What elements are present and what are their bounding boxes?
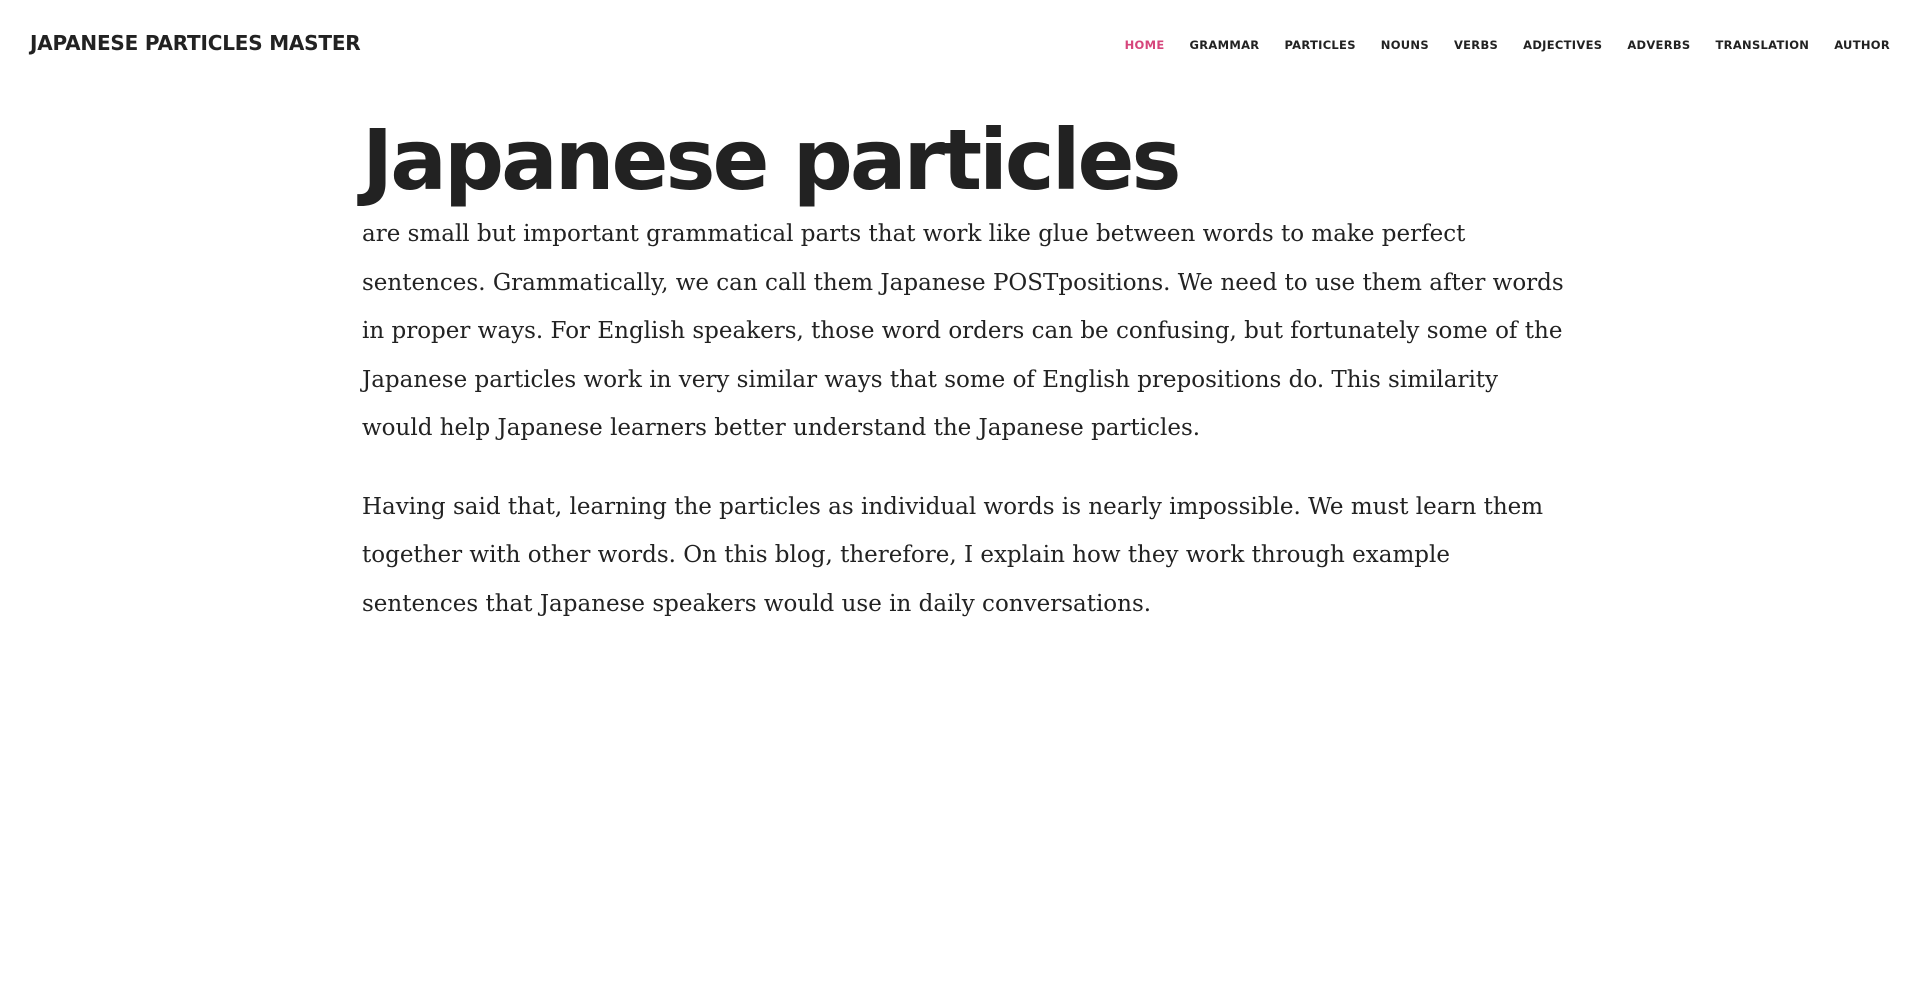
nav-item-particles[interactable]: PARTICLES — [1284, 38, 1356, 52]
second-paragraph: Having said that, learning the particles as individual words is nearly impossible. We must learn them together with other words. On this blog, therefore, I explain how they work through example sentences that Japanese speakers would use in daily conversations. — [362, 493, 1544, 617]
nav-item-verbs[interactable]: VERBS — [1453, 38, 1499, 52]
site-title-link[interactable]: JAPANESE PARTICLES MASTER — [30, 31, 361, 55]
intro-paragraph: are small but important grammatical parts that work like glue between words to make perfect sentences. Grammatically, we can call them Japanese POSTpositions. We need to use them after words in proper ways. For English speakers, those word orders can be confusing, but fortunately some of the Japanese particles work in very similar ways that some of English prepositions do. This similarity would help Japanese learners better understand the Japanese particles. — [362, 221, 1564, 441]
nav-item-grammar[interactable]: GRAMMAR — [1189, 38, 1260, 52]
nav-item-translation[interactable]: TRANSLATION — [1715, 38, 1810, 52]
nav-item-adjectives[interactable]: ADJECTIVES — [1523, 38, 1603, 52]
site-header — [0, 0, 1920, 92]
page-title: Japanese particles — [362, 111, 1179, 209]
nav-item-nouns[interactable]: NOUNS — [1380, 38, 1429, 52]
nav-item-adverbs[interactable]: ADVERBS — [1627, 38, 1691, 52]
nav-item-author[interactable]: AUTHOR — [1834, 38, 1890, 52]
nav-item-home[interactable]: HOME — [1124, 38, 1165, 52]
main-content — [362, 110, 1572, 628]
main-navigation — [1125, 38, 1890, 52]
